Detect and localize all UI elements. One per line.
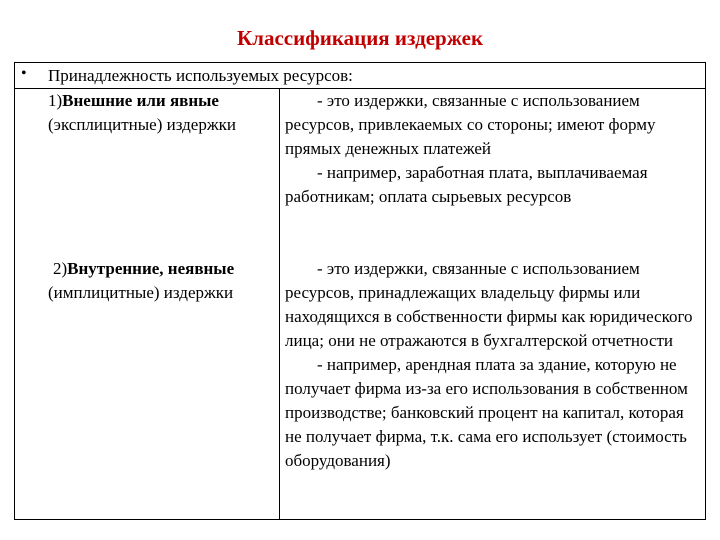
row-1-name-rest: (эксплицитные) издержки [48, 115, 236, 134]
row-1-description [285, 89, 703, 209]
classification-table [14, 62, 706, 520]
bullet-icon: • [21, 65, 27, 82]
column-divider [279, 89, 280, 519]
row-1-name-bold: Внешние или явные [62, 91, 219, 110]
row-2-example: - например, арендная плата за здание, которую не получает фирма из-за его использования в собственном производстве; банковский процент на капитал, которая не получает фирма, т.к. сама его использует (стоимость оборудования) [285, 355, 688, 470]
row-2-definition: - это издержки, связанные с использованием ресурсов, принадлежащих владельцу фирмы или находящихся в собственности фирмы как юридического лица; они не отражаются в бухгалтерской отчетности [285, 259, 693, 350]
header-text: Принадлежность используемых ресурсов: [48, 66, 353, 85]
row-2-num: 2) [53, 259, 68, 278]
row-1-num: 1) [48, 91, 63, 110]
row-2-name-bold: Внутренние, неявные [67, 259, 235, 278]
row-2-name [48, 257, 235, 305]
row-1-name [48, 89, 236, 137]
row-1-definition: - это издержки, связанные с использованием ресурсов, привлекаемых со стороны; имеют форму прямых денежных платежей [285, 91, 656, 158]
table-header [15, 63, 705, 89]
row-1-example: - например, заработная плата, выплачиваемая работникам; оплата сырьевых ресурсов [285, 163, 648, 206]
row-2-description [285, 257, 703, 473]
page-title: Классификация издержек [236, 26, 484, 50]
row-2-name-rest: (имплицитные) издержки [48, 283, 234, 302]
